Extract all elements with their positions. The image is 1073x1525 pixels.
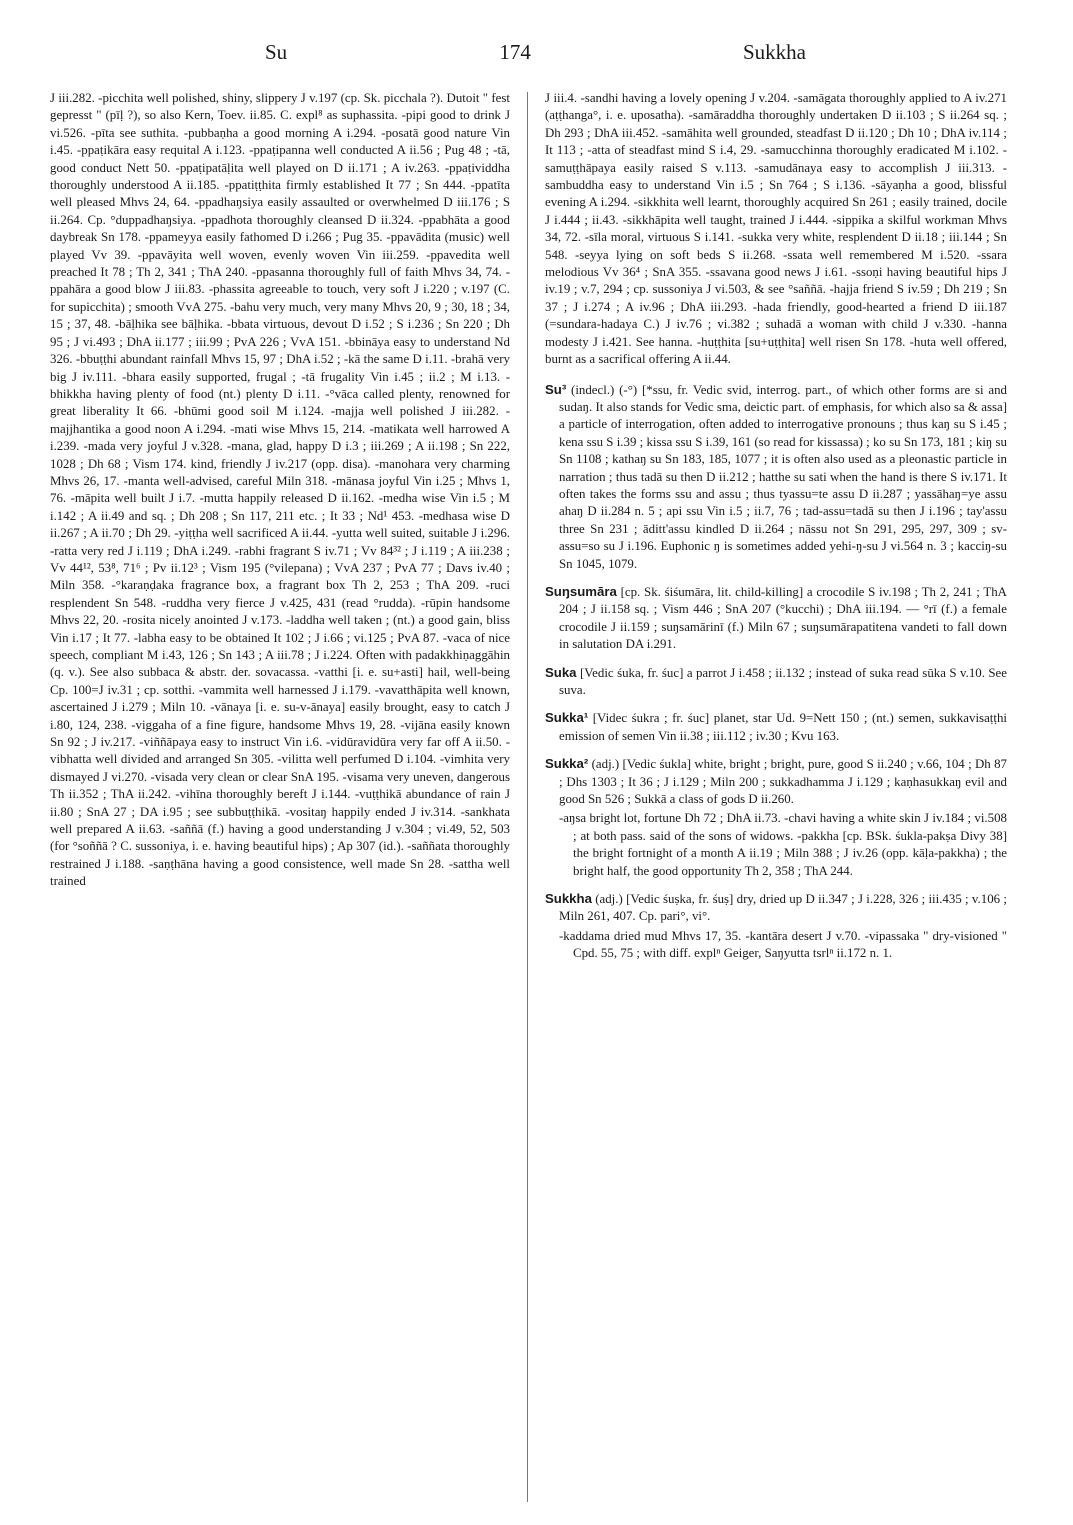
entry-continuation: J iii.4. -sandhi having a lovely opening J v.204. -samāgata thoroughly applied to A iv.271 (aṭṭhanga°, i. e. uposatha). -samāraddha thoroughly undertaken D ii.103 ; S ii.264 sq. ; Dh 293 ; DhA iii.452. -samāhita well grounded, steadfast D ii.120 ; Dh 10 ; DhA iv.114 ; It 113 ; -atta of steadfast mind S i.4, 29. -samucchinna thoroughly eradicated M i.102. -samuṭṭhāpaya easily raised S v.113. -samudānaya easy to accomplish J iii.313. -sambuddha easy to understand Vin i.5 ; Sn 764 ; S i.136. -sāyaṇha a good, blissful evening A i.294. -sikkhita well learnt, thoroughly acquired Sn 261 ; easily trained, docile J i.444 ; ii.43. -sikkhāpita well taught, trained J i.444. -sippika a skilful workman Mhvs 34, 72. -sīla moral, virtuous S i.141. -sukka very white, resplendent D ii.18 ; iii.144 ; Sn 548. -seyya lying on soft beds S ii.268. -ssata well remembered M i.520. -ssara melodious Vv 36⁴ ; SnA 355. -ssavana good news J i.61. -ssoṇi having beautiful hips J iv.19 ; v.7, 294 ; cp. sussoniya J vi.503, & see °saññā. -hajja friend S iv.59 ; Dh 219 ; Sn 37 ; J i.274 ; A iv.96 ; DhA iii.293. -hada friendly, good-hearted a friend D iii.187 (=sundara-hadaya C.) J iv.76 ; vi.382 ; suhadā a woman with child J v.330. -hanna modesty J i.421. See hanna. -huṭṭhita [su+uṭṭhita] well risen Sn 178. -huta well offered, burnt as a sacrifical offering A ii.44. <box>545 91 1007 367</box>
dictionary-entry <box>545 664 1007 700</box>
entry-headword: Suka <box>545 664 577 680</box>
dictionary-entry <box>545 709 1007 745</box>
dictionary-entry <box>545 755 1007 880</box>
right-column <box>545 90 1007 1510</box>
page-header <box>50 36 1016 68</box>
entry-headword: Sukka² <box>545 756 589 772</box>
entry-headword: Su³ <box>545 381 567 397</box>
entry-headword: Sukkha <box>545 891 592 907</box>
left-column <box>50 90 510 1510</box>
entry-body: [Videc śukra ; fr. śuc] planet, star Ud. 9=Nett 150 ; (nt.) semen, sukkavisaṭṭhi emission of semen Vin ii.38 ; iii.112 ; iv.30 ; Kvu 163. <box>559 711 1007 743</box>
entry-body: [cp. Sk. śiśumāra, lit. child-killing] a crocodile S iv.198 ; Th 2, 241 ; ThA 204 ; J ii.158 sq. ; Vism 446 ; SnA 207 (°kucchi) ; DhA iii.194. — °rī (f.) a female crocodile J ii.159 ; suŋsamārinī (f.) Miln 67 ; suŋsumārapatitena vandeti to fall down in salutation DA i.291. <box>559 584 1007 652</box>
entry-compounds: -kaddama dried mud Mhvs 17, 35. -kantāra desert J v.70. -vipassaka " dry-visioned " Cpd. 55, 75 ; with diff. explⁿ Geiger, Saŋyutta tsrlⁿ ii.172 n. 1. <box>559 928 1007 961</box>
entry-compounds: -aŋsa bright lot, fortune Dh 72 ; DhA ii.73. -chavi having a white skin J iv.184 ; vi.508 ; at both pass. said of the sons of widows. -pakkha [cp. BSk. śukla-pakṣa Divy 38] the bright fortnight of a month A ii.19 ; Miln 388 ; J iv.26 (opp. kāḷa-pakkha) ; the bright half, the good opportunity Th 2, 358 ; ThA 244. <box>559 811 1007 878</box>
page-number: 174 <box>499 39 531 64</box>
dictionary-entry <box>545 583 1007 654</box>
header-left-word: Su <box>265 39 288 64</box>
entry-headword: Suŋsumāra <box>545 583 617 599</box>
entry-body: [Vedic śuka, fr. śuc] a parrot J i.458 ; ii.132 ; instead of suka read sūka S v.10. See suva. <box>559 665 1007 697</box>
entry-headword: Sukka¹ <box>545 710 589 726</box>
header-right-word: Sukkha <box>743 39 806 64</box>
dictionary-entry <box>545 890 1007 963</box>
entry-body: (adj.) [Vedic śukla] white, bright ; bright, pure, good S ii.240 ; v.66, 104 ; Dh 87 ; Dhs 1303 ; It 36 ; J i.129 ; Miln 200 ; sukkadhamma J i.129 ; kaṇhasukkaŋ evil and good Sn 526 ; Sukkā a class of gods D ii.260. <box>559 757 1007 807</box>
column-divider <box>527 92 528 1502</box>
dictionary-entry <box>545 381 1007 573</box>
entry-body: (indecl.) (-°) [*ssu, fr. Vedic svid, interrog. part., of which other forms are si and sudaŋ. It also stands for Vedic sma, deictic part. of emphasis, for which also sa & assa] a particle of interrogation, often added to interrogative pronouns ; thus kaŋ su S i.45 ; kena ssu S i.39 ; kissa ssu S i.39, 161 (so read for kissassa) ; ko su Sn 173, 181 ; kiŋ su Sn 1108 ; kathaŋ su Sn 183, 185, 1077 ; it is often also used as a pleonastic particle in narration ; thus tadā su then D ii.212 ; hatthe su sati when the hand is there S iv.171. It often takes the forms ssu and assu ; thus tyassu=te assu D ii.287 ; yassāhaŋ=ye assu ahaŋ D ii.284 n. 5 ; api ssu Vin i.5 ; ii.7, 76 ; tad-assu=tadā su then J i.196 ; tay'assu three Sn 231 ; āditt'assu kindled D ii.264 ; nāssu not Sn 291, 295, 297, 309 ; sv-assu=so su J i.196. Euphonic ŋ is sometimes added yehi-ŋ-su J vi.564 n. 3 ; kacciŋ-su Sn 1045, 1079. <box>559 382 1007 571</box>
entry-continuation: J iii.282. -picchita well polished, shiny, slippery J v.197 (cp. Sk. picchala ?). Dutoit " fest gepresst " (pīḷ ?), so also Kern, Toev. ii.85. C. expl⁸ as suphassita. -pipi good to drink J vi.526. -pīta see suthita. -pubbaṇha a good morning A i.294. -posatā good nature Vin i.45. -ppaṭikāra easy requital A i.123. -ppaṭipanna well conducted A ii.56 ; Pug 48 ; -tā, good conduct Nett 50. -ppaṭipatāḷita well played on D ii.171 ; A iv.263. -ppaṭividdha thoroughly understood A ii.185. -ppatiṭṭhita firmly established It 77 ; Sn 444. -ppatīta well pleased Mhvs 24, 64. -ppadhaŋsiya easily assaulted or overwhelmed D iii.176 ; S ii.264. Cp. °duppadhaŋsiya. -ppadhota thoroughly cleansed D ii.324. -ppabhāta a good daybreak Sn 178. -ppameyya easily fathomed D i.266 ; Pug 35. -ppavādita (music) well played Vv 39. -ppavāyita well woven, evenly woven Vin iii.259. -ppavedita well preached It 78 ; Th 2, 341 ; ThA 240. -ppasanna thoroughly full of faith Mhvs 34, 74. -ppahāra a good blow J iii.83. -phassita agreeable to touch, very soft J i.220 ; v.197 (C. for supicchita) ; smooth VvA 275. -bahu very much, very many Mhvs 20, 9 ; 30, 18 ; 34, 15 ; 37, 48. -bāḷhika see bāḷhika. -bbata virtuous, devout D i.52 ; S i.236 ; Sn 220 ; Dh 95 ; J vi.493 ; DhA ii.177 ; iii.99 ; PvA 226 ; VvA 151. -bbināya easy to understand Nd 326. -bbuṭṭhi abundant rainfall Mhvs 15, 97 ; DhA i.52 ; -kā the same D i.11. -brahā very big J iv.111. -bhara easily supported, frugal ; -tā frugality Vin i.45 ; ii.2 ; M i.13. -bhikkha having plenty of food (nt.) plenty D i.11. -°vāca called plenty, renowned for great liberality It 66. -bhūmi good soil M i.124. -majja well polished J iii.282. -majjhantika a good noon A i.294. -mati wise Mhvs 15, 214. -matikata well harrowed A i.239. -mada very joyful J v.328. -mana, glad, happy D i.3 ; iii.269 ; A ii.198 ; Sn 222, 1028 ; Dh 68 ; Vism 174. kind, friendly J iv.217 (opp. disa). -manohara very charming Mhvs 26, 17. -manta well-advised, careful Miln 318. -mānasa joyful Vin i.25 ; Mhvs 1, 76. -māpita well built J i.7. -mutta happily released D ii.162. -medha wise Vin i.5 ; M i.142 ; A ii.49 and sq. ; Dh 208 ; Sn 117, 211 etc. ; It 33 ; Nd¹ 453. -medhasa wise D ii.267 ; A ii.70 ; Dh 29. -yiṭṭha well sacrificed A ii.44. -yutta well suited, suitable J i.296. -ratta very red J i.119 ; DhA i.249. -rabhi fragrant S iv.71 ; Vv 84³² ; J i.119 ; A iii.238 ; Vv 44¹², 53⁸, 71⁶ ; Pv ii.12³ ; Vism 195 (°vilepana) ; VvA 237 ; PvA 77 ; Davs iv.40 ; Miln 358. -°karaṇḍaka fragrance box, a fragrant box Th 2, 253 ; ThA 209. -ruci resplendent Sn 548. -ruddha very fierce J v.425, 431 (read °rudda). -rūpin handsome Mhvs 22, 20. -rosita nicely anointed J v.173. -laddha well taken ; (nt.) a good gain, bliss Vin i.17 ; It 77. -labha easy to be obtained It 102 ; J i.66 ; vi.125 ; PvA 87. -vaca of nice speech, compliant M i.43, 126 ; Sn 143 ; A iii.78 ; J i.224. Often with padakkhiṇaggāhin (q. v.). See also subbaca & abstr. der. sovacassa. -vatthi [i. e. su+asti] hail, well-being Cp. 100=J iv.31 ; cp. sotthi. -vammita well harnessed J i.179. -vavatthāpita well known, ascertained J i.279 ; Miln 10. -vānaya [i. e. su-v-ānaya] easily brought, easy to catch J i.80, 124, 238. -viggaha of a fine figure, handsome Mhvs 19, 28. -vijāna easily known Sn 92 ; J iv.217. -viññāpaya easy to instruct Vin i.6. -vidūravidūra very far off A ii.50. -vibhatta well divided and arranged Sn 305. -vilitta well perfumed D i.104. -vimhita very dismayed J vi.270. -visada very clean or clear SnA 195. -visama very uneven, dangerous Th ii.352 ; ThA ii.242. -vihīna thoroughly bereft J i.144. -vuṭṭhikā abundance of rain J ii.80 ; SnA 27 ; DA i.95 ; see subbuṭṭhikā. -vositaŋ happily ended J iv.314. -sankhata well prepared A ii.63. -saññā (f.) having a good understanding J v.304 ; vi.49, 52, 503 (for °soññā ? C. sussoniya, i. e. having beautiful hips) ; Ap 307 (id.). -saññata thoroughly restrained J i.188. -saṇṭhāna having a good consistence, well made Sn 28. -sattha well trained <box>50 91 510 889</box>
entry-body: (adj.) [Vedic śuṣka, fr. śuṣ] dry, dried up D ii.347 ; J i.228, 326 ; iii.435 ; v.106 ; Miln 261, 407. Cp. pari°, vi°. <box>559 892 1007 924</box>
